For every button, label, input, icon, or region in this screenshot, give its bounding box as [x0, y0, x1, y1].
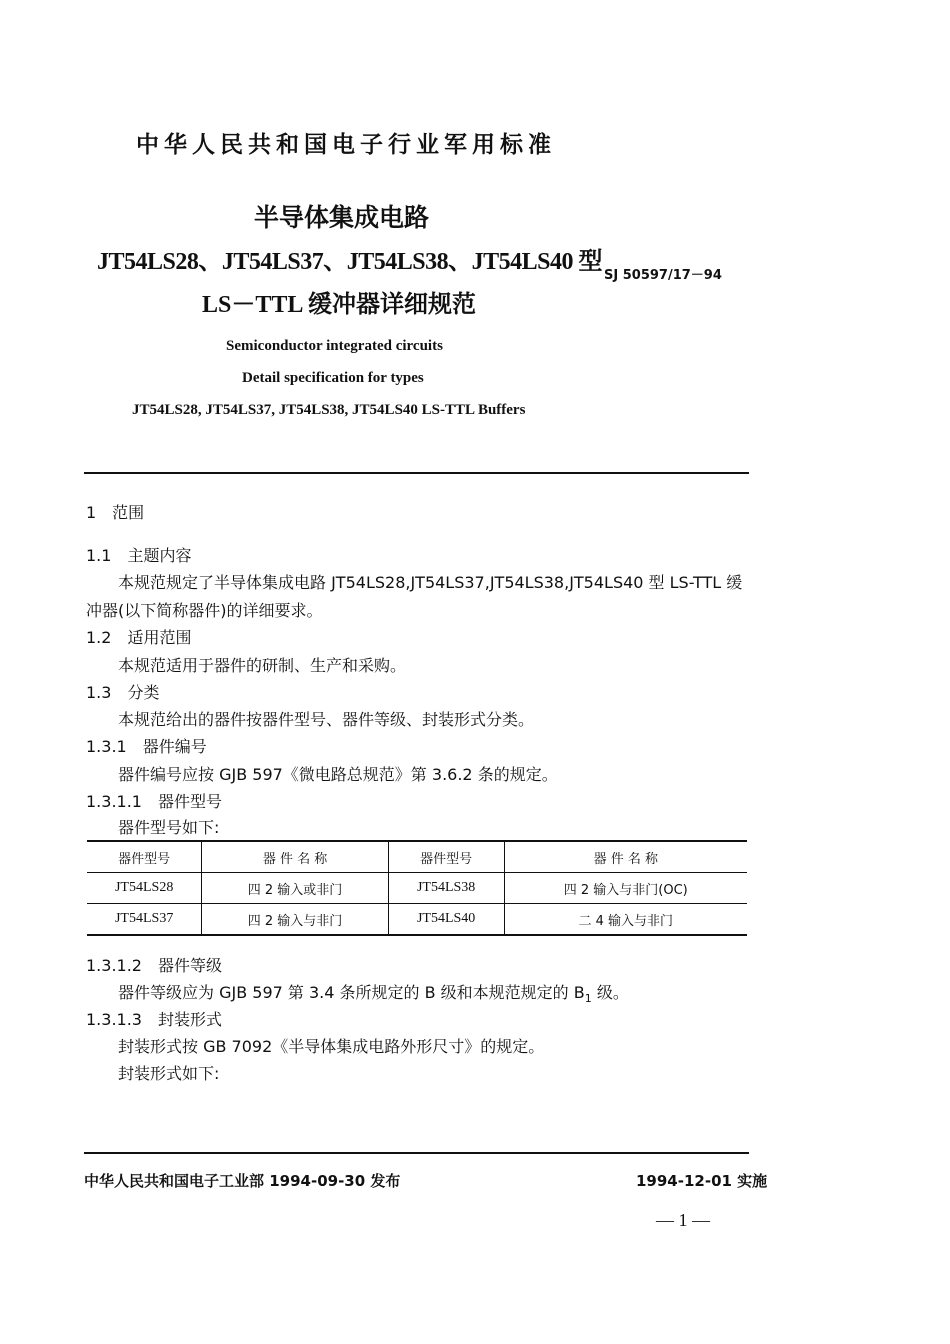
document-title-line2: JT54LS28、JT54LS37、JT54LS38、JT54LS40 型	[97, 249, 602, 275]
document-title-line1: 半导体集成电路	[254, 203, 430, 232]
english-title-line3: JT54LS28, JT54LS37, JT54LS38, JT54LS40 LS-TTL Buffers	[132, 402, 526, 418]
table-cell: 四 2 输入与非门	[202, 904, 388, 936]
section-1-2-heading: 1.2 适用范围	[86, 628, 192, 647]
subscript: 1	[584, 992, 592, 1006]
section-1-1-heading: 1.1 主题内容	[86, 546, 192, 565]
issue-statement: 中华人民共和国电子工业部 1994-09-30 发布	[84, 1172, 401, 1190]
section-1-3-1-1-heading: 1.3.1.1 器件型号	[86, 792, 222, 811]
section-1-3-1-2-heading: 1.3.1.2 器件等级	[86, 956, 222, 975]
standard-body-title: 中华人民共和国电子行业军用标准	[136, 132, 556, 158]
table-cell: JT54LS28	[87, 873, 202, 904]
table-cell: JT54LS38	[388, 873, 504, 904]
table-header-row	[87, 841, 747, 873]
english-title-line2: Detail specification for types	[242, 370, 424, 386]
table-row	[87, 904, 747, 936]
table-header-cell: 器件型号	[388, 841, 504, 873]
table-cell: JT54LS37	[87, 904, 202, 936]
section-1-2-text: 本规范适用于器件的研制、生产和采购。	[118, 656, 407, 675]
table-header-cell: 器件型号	[118, 851, 171, 867]
table-header-cell: 器 件 名 称	[504, 841, 747, 873]
section-1-3-1-2-text	[118, 980, 629, 1005]
section-1-3-1-heading: 1.3.1 器件编号	[86, 737, 207, 756]
table-header-cell: 器 件 名 称	[202, 841, 388, 873]
table-cell: 二 4 输入与非门	[504, 904, 747, 936]
device-type-table	[87, 840, 747, 936]
footer-divider	[84, 1152, 749, 1154]
effective-date: 1994-12-01 实施	[636, 1172, 768, 1190]
table-row	[87, 873, 747, 904]
section-1-3-1-3-text2: 封装形式如下:	[118, 1064, 220, 1083]
header-divider	[84, 472, 749, 474]
section-1-3-1-2-text-end: 级。	[591, 983, 629, 1002]
section-1-heading: 1 范围	[86, 503, 145, 522]
section-1-3-1-3-heading: 1.3.1.3 封装形式	[86, 1010, 222, 1029]
section-1-3-text: 本规范给出的器件按器件型号、器件等级、封装形式分类。	[118, 710, 535, 729]
section-1-1-text-cont: 冲器(以下简称器件)的详细要求。	[86, 601, 323, 620]
section-1-1-text: 本规范规定了半导体集成电路 JT54LS28,JT54LS37,JT54LS38,JT54LS40 型 LS-TTL 缓	[118, 573, 743, 592]
section-1-3-1-text: 器件编号应按 GJB 597《微电路总规范》第 3.6.2 条的规定。	[118, 765, 558, 784]
section-1-3-1-3-text: 封装形式按 GB 7092《半导体集成电路外形尺寸》的规定。	[118, 1037, 545, 1056]
page-number: — 1 —	[656, 1210, 710, 1230]
table-cell: 四 2 输入与非门(OC)	[504, 873, 747, 904]
standard-code: SJ 50597/17－94	[604, 268, 722, 283]
table-cell: 四 2 输入或非门	[202, 873, 388, 904]
document-title-line3: LS－TTL 缓冲器详细规范	[202, 292, 477, 318]
section-1-3-1-1-text: 器件型号如下:	[118, 818, 220, 837]
section-1-3-1-2-text-main: 器件等级应为 GJB 597 第 3.4 条所规定的 B 级和本规范规定的 B	[118, 983, 585, 1002]
section-1-3-heading: 1.3 分类	[86, 683, 160, 702]
table-cell: JT54LS40	[388, 904, 504, 936]
english-title-line1: Semiconductor integrated circuits	[226, 338, 443, 354]
